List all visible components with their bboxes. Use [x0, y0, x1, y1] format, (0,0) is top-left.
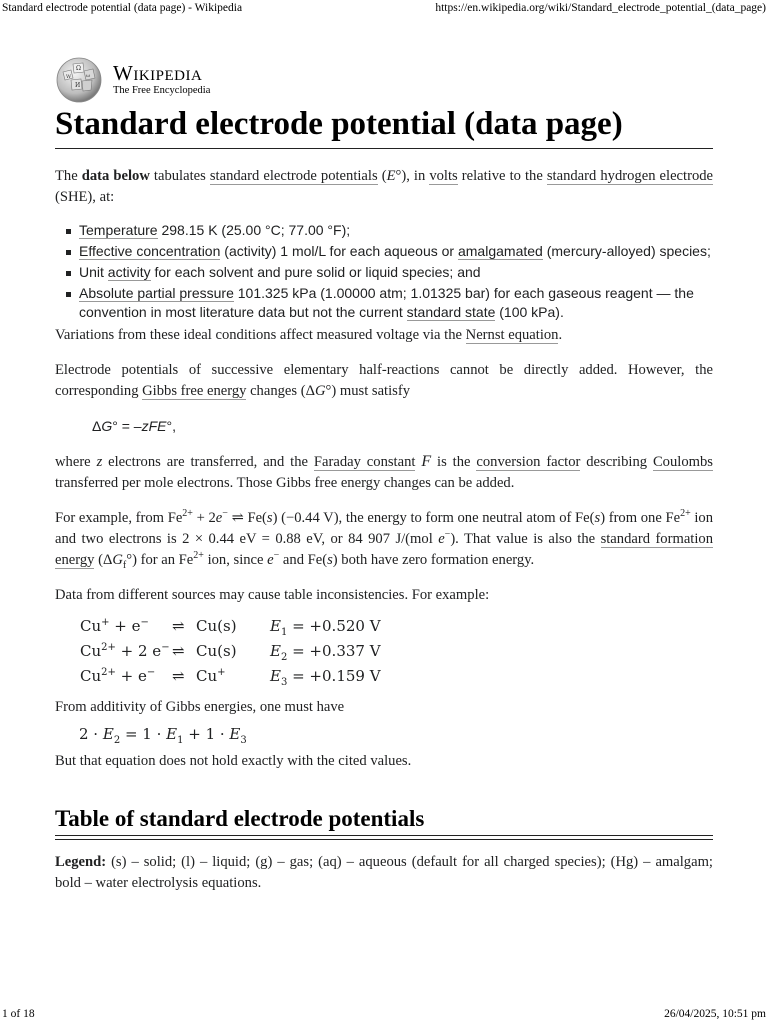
link-amalgamated[interactable]: amalgamated — [457, 243, 543, 259]
link-coulombs[interactable]: Coulombs — [652, 454, 713, 470]
section-heading-table: Table of standard electrode potentials — [55, 808, 713, 836]
equation-row: Cu+ + e− ⇌ Cu(s) $E_1 = +0.520$ V — [80, 617, 381, 638]
svg-text:W: W — [66, 74, 72, 80]
wikipedia-wordmark: Wikipedia — [113, 61, 203, 85]
link-volts[interactable]: volts — [429, 168, 458, 184]
not-hold-paragraph: But that equation does not hold exactly with the cited values. — [55, 753, 412, 769]
svg-text:Ω: Ω — [76, 65, 81, 72]
wikipedia-globe-icon — [55, 56, 103, 104]
equation-row: $Cu^{2+} + e^-$ ⇌ Cu+ $E_3 = +0.159$ V — [80, 667, 381, 688]
list-item: Temperature 298.15 K (25.00 °C; 77.00 °F); — [55, 221, 713, 240]
where-paragraph: where z electrons are transferred, and the Faraday constant F is the conversion factor describing Coulombs transferred per mole electrons. Those Gibbs free energy changes can be added. — [55, 453, 713, 491]
link-effective-concentration[interactable]: Effective concentration — [79, 243, 221, 259]
list-item: Effective concentration (activity) 1 mol/L for each aqueous or amalgamated (mercury-alloyed) species; — [55, 242, 713, 261]
link-conversion-factor[interactable]: conversion factor — [476, 454, 581, 470]
link-activity[interactable]: activity — [107, 264, 151, 280]
link-standard-state[interactable]: standard state — [406, 304, 496, 320]
link-gibbs-free-energy[interactable]: Gibbs free energy — [142, 383, 247, 399]
svg-text:ω: ω — [86, 73, 91, 79]
equation-row: $Cu^{2+} + 2$ e− ⇌ Cu(s) $E_2 = +0.337$ V — [80, 642, 381, 663]
copper-equations — [80, 614, 381, 689]
wikipedia-logo[interactable] — [55, 56, 255, 106]
print-footer — [0, 1006, 768, 1024]
link-faraday-constant[interactable]: Faraday constant — [313, 454, 416, 470]
article-body — [55, 166, 713, 894]
link-absolute-partial-pressure[interactable]: Absolute partial pressure — [79, 285, 234, 301]
print-header — [0, 0, 768, 18]
inconsistency-paragraph: Data from different sources may cause table inconsistencies. For example: — [55, 587, 490, 603]
list-item: Unit activity for each solvent and pure solid or liquid species; and — [55, 263, 713, 282]
link-standard-hydrogen-electrode[interactable]: standard hydrogen electrode — [546, 168, 714, 184]
additivity-equation: $2 \cdot E_2 = 1 \cdot E_1 + 1 \cdot E_3$ — [79, 725, 247, 746]
list-item: Absolute partial pressure 101.325 kPa (1.00000 atm; 1.01325 bar) for each gaseous reagent — the convention in most literature data but not the current standard state (100 kPa). — [55, 284, 713, 322]
gibbs-equation: ΔG° = –zFE°, — [92, 418, 176, 434]
intro-paragraph: The data below tabulates standard electrode potentials (E°), in volts relative to the standard hydrogen electrode (SHE), at: — [55, 168, 714, 205]
conditions-list — [55, 221, 713, 322]
example-paragraph: For example, from $Fe^{2+} + 2e^-$ ⇌ Fe(s) (−0.44 V), the energy to form one neutral atom of Fe(s) from one $Fe^{2+}$ ion and two electrons is 2 × 0.44 eV = 0.88 eV, or 84 907 J/(mol e−). That value is also the standard formation energy $(\Delta G_f^\circ)$ for an $Fe^{2+}$ ion, since e− and Fe(s) both have zero formation energy. — [55, 508, 714, 571]
wikipedia-tagline: The Free Encyclopedia — [113, 85, 211, 96]
link-nernst-equation[interactable]: Nernst equation — [465, 327, 559, 343]
link-temperature[interactable]: Temperature — [79, 222, 158, 238]
legend-paragraph: Legend: (s) – solid; (l) – liquid; (g) – gas; (aq) – aqueous (default for all charged species); (Hg) – amalgam; bold – water electrolysis equations. — [55, 854, 713, 891]
variations-paragraph: Variations from these ideal conditions affect measured voltage via the Nernst equation. — [55, 327, 563, 343]
link-standard-formation-energy[interactable]: standard formation energy — [55, 531, 713, 568]
additivity-paragraph: From additivity of Gibbs energies, one must have — [55, 699, 345, 715]
svg-text:И: И — [75, 82, 81, 89]
print-page-title: Standard electrode potential (data page) - Wikipedia — [2, 2, 243, 14]
gibbs-paragraph: Electrode potentials of successive elementary half-reactions cannot be directly added. However, the corresponding Gibbs free energy changes (ΔG°) must satisfy — [55, 362, 713, 399]
print-page-number: 1 of 18 — [2, 1008, 35, 1020]
print-page-url[interactable]: https://en.wikipedia.org/wiki/Standard_electrode_potential_(data_page) — [435, 2, 766, 14]
link-standard-electrode-potentials[interactable]: standard electrode potentials — [209, 168, 378, 184]
print-timestamp: 26/04/2025, 10:51 pm — [664, 1008, 766, 1020]
page-title: Standard electrode potential (data page) — [55, 104, 713, 149]
